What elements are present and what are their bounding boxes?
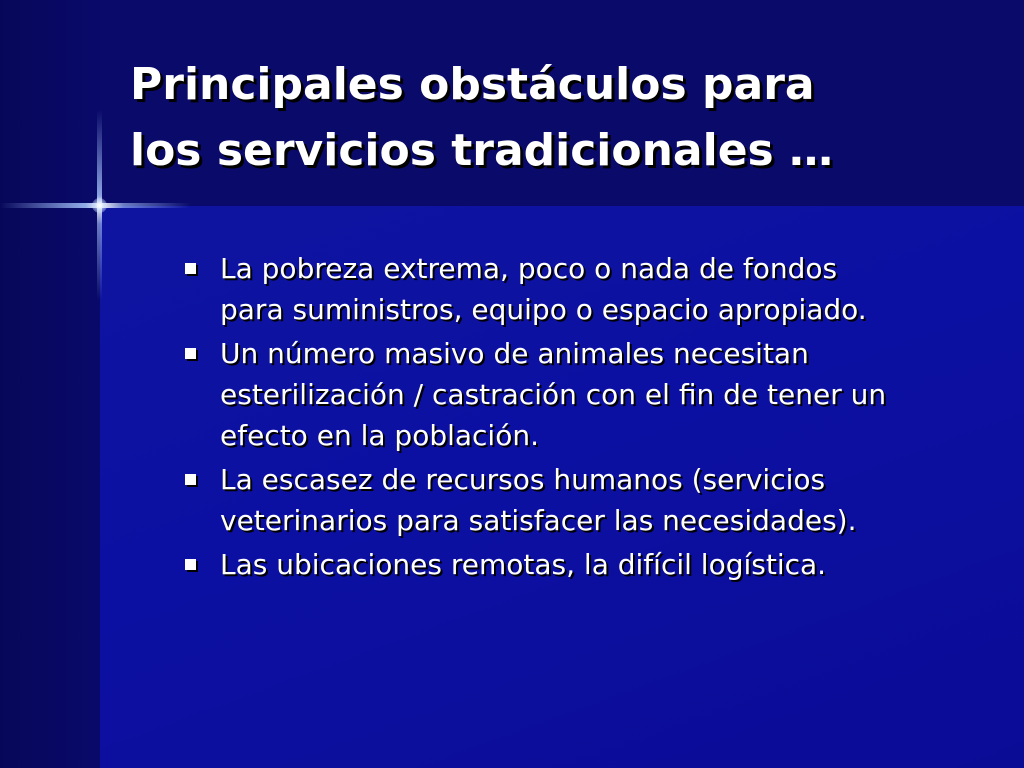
bullet-text: Un número masivo de animales necesitan esterilización / castración con el fin de tener un efecto en la población. — [220, 337, 887, 452]
bullet-item — [180, 459, 900, 541]
square-bullet-icon — [185, 348, 196, 359]
bullet-item — [180, 333, 900, 456]
bullet-text: La pobreza extrema, poco o nada de fondos para suministros, equipo o espacio apropiado. — [220, 252, 867, 326]
left-band-decoration — [0, 0, 100, 768]
bullet-item — [180, 248, 900, 330]
bullet-item — [180, 544, 900, 585]
slide-title-line-2: los servicios tradicionales … — [130, 125, 834, 176]
square-bullet-icon — [185, 263, 196, 274]
slide-title-line-1: Principales obstáculos para — [130, 59, 815, 110]
bullet-text: La escasez de recursos humanos (servicios veterinarios para satisfacer las necesidades). — [220, 463, 857, 537]
bullet-list — [180, 248, 900, 588]
square-bullet-icon — [185, 559, 196, 570]
sparkle-star-icon — [92, 198, 107, 213]
square-bullet-icon — [185, 474, 196, 485]
slide-title — [130, 52, 990, 184]
bullet-text: Las ubicaciones remotas, la difícil logística. — [220, 548, 827, 581]
